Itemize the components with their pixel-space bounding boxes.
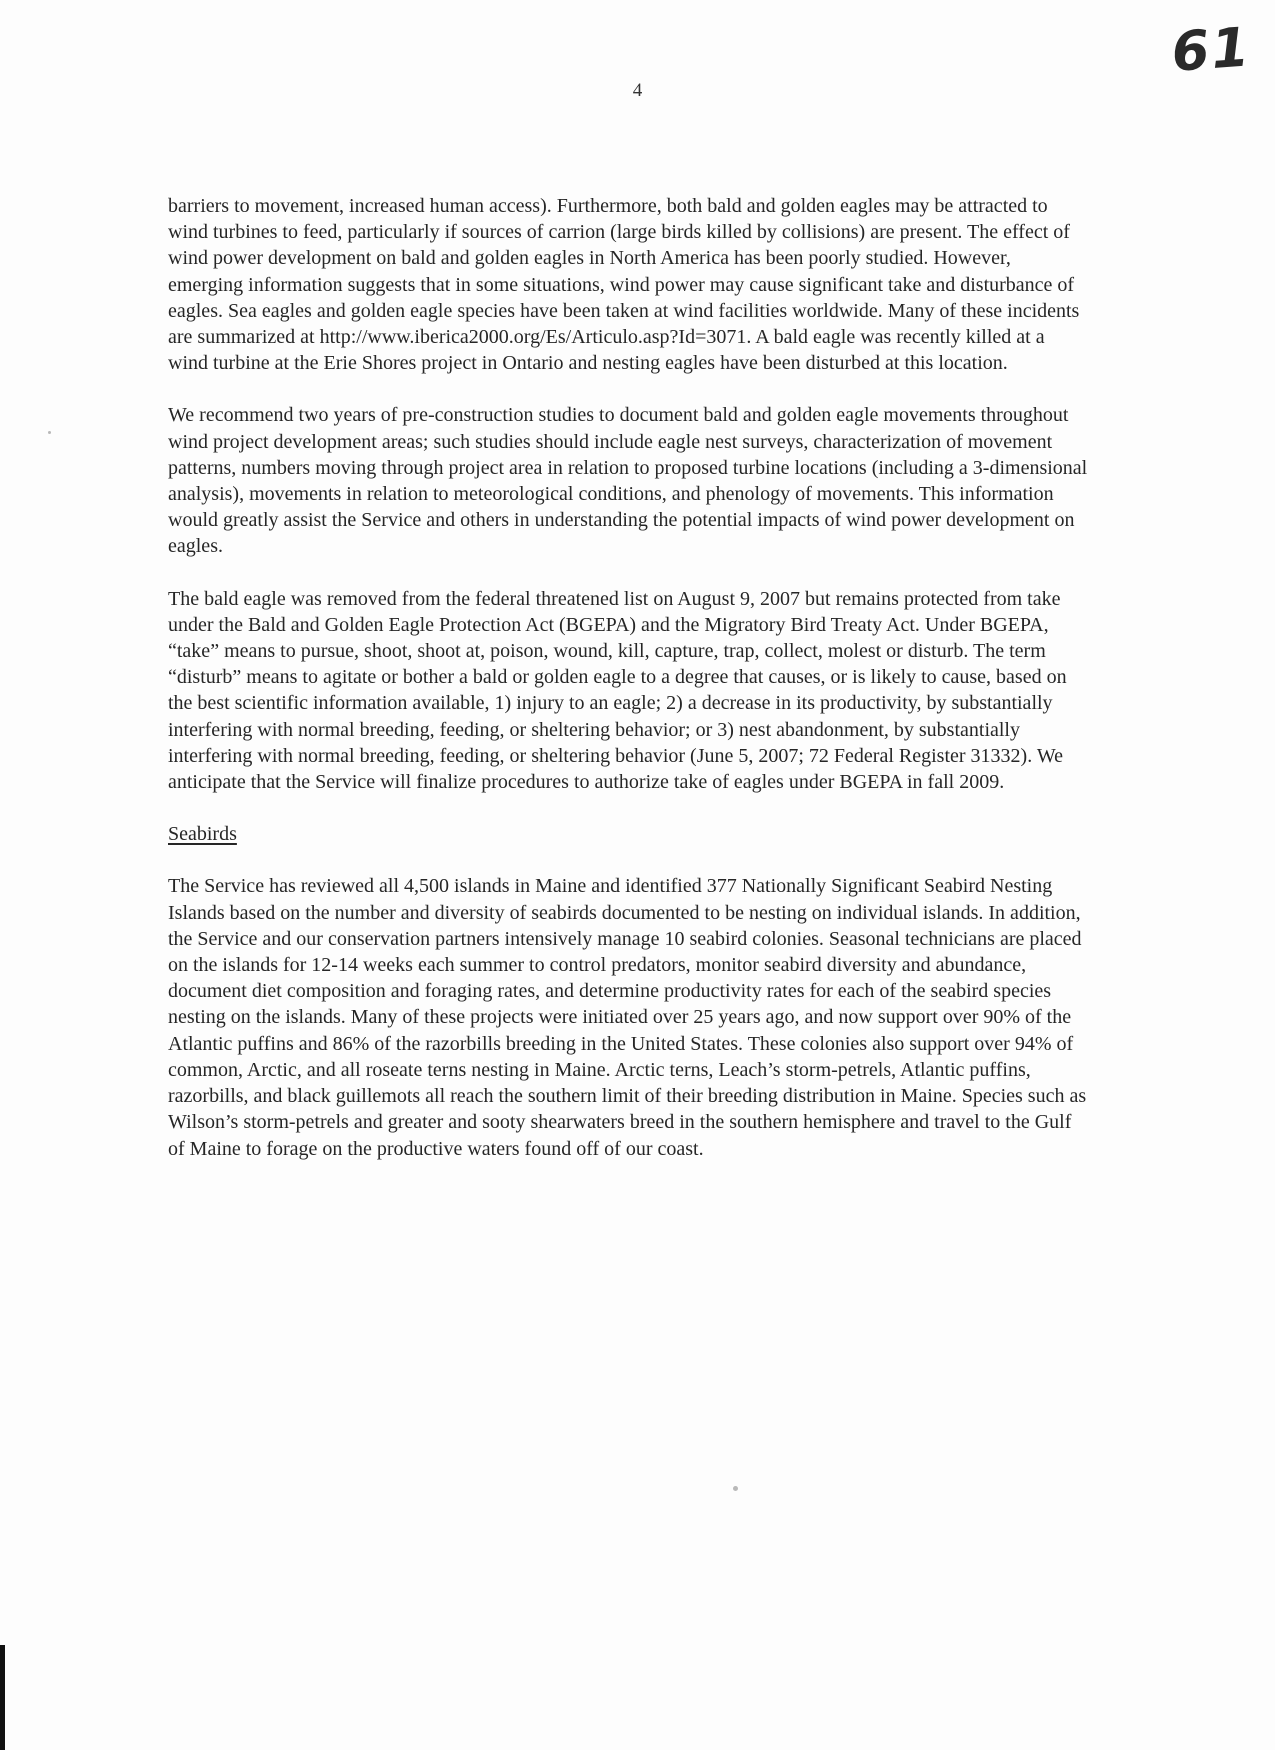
scan-speck <box>733 1486 738 1491</box>
document-body <box>168 193 1088 1188</box>
scan-speck <box>48 431 51 434</box>
paragraph-preconstruction-studies: We recommend two years of pre-construction studies to document bald and golden eagle movements throughout wind project development areas; such studies should include eagle nest surveys, characterization of movement patterns, numbers moving through project area in relation to proposed turbine locations (including a 3-dimensional analysis), movements in relation to meteorological conditions, and phenology of movements. This information would greatly assist the Service and others in understanding the potential impacts of wind power development on eagles. <box>168 404 1088 558</box>
section-heading-seabirds: Seabirds <box>168 823 237 846</box>
paragraph-bgepa: The bald eagle was removed from the federal threatened list on August 9, 2007 but remains protected from take under the Bald and Golden Eagle Protection Act (BGEPA) and the Migratory Bird Treaty Act. Under BGEPA, “take” means to pursue, shoot, shoot at, poison, wound, kill, capture, trap, collect, molest or disturb. The term “disturb” means to agitate or bother a bald or golden eagle to a degree that causes, or is likely to cause, based on the best scientific information available, 1) injury to an eagle; 2) a decrease in its productivity, by substantially interfering with normal breeding, feeding, or sheltering behavior; or 3) nest abandonment, by substantially interfering with normal breeding, feeding, or sheltering behavior (June 5, 2007; 72 Federal Register 31332). We anticipate that the Service will finalize procedures to authorize take of eagles under BGEPA in fall 2009. <box>168 587 1067 794</box>
paragraph-eagle-impacts: barriers to movement, increased human access). Furthermore, both bald and golden eagles may be attracted to wind turbines to feed, particularly if sources of carrion (large birds killed by collisions) are present. The effect of wind power development on bald and golden eagles in North America has been poorly studied. However, emerging information suggests that in some situations, wind power may cause significant take and disturbance of eagles. Sea eagles and golden eagle species have been taken at wind facilities worldwide. Many of these incidents are summarized at http://www.iberica2000.org/Es/Articulo.asp?Id=3071. A bald eagle was recently killed at a wind turbine at the Erie Shores project in Ontario and nesting eagles have been disturbed at this location. <box>168 195 1080 375</box>
page-number: 4 <box>632 80 643 101</box>
paragraph-seabirds: The Service has reviewed all 4,500 islands in Maine and identified 377 Nationally Significant Seabird Nesting Islands based on the number and diversity of seabirds documented to be nesting on individual islands. In addition, the Service and our conservation partners intensively manage 10 seabird colonies. Seasonal technicians are placed on the islands for 12-14 weeks each summer to control predators, monitor seabird diversity and abundance, document diet composition and foraging rates, and determine productivity rates for each of the seabird species nesting on the islands. Many of these projects were initiated over 25 years ago, and now support over 90% of the Atlantic puffins and 86% of the razorbills breeding in the United States. These colonies also support over 94% of common, Arctic, and all roseate terns nesting in Maine. Arctic terns, Leach’s storm-petrels, Atlantic puffins, razorbills, and black guillemots all reach the southern limit of their breeding distribution in Maine. Species such as Wilson’s storm-petrels and greater and sooty shearwaters breed in the southern hemisphere and travel to the Gulf of Maine to forage on the productive waters found off of our coast. <box>168 875 1087 1160</box>
handwritten-page-mark: 61 <box>1169 15 1254 84</box>
scan-edge-mark <box>0 1645 5 1750</box>
